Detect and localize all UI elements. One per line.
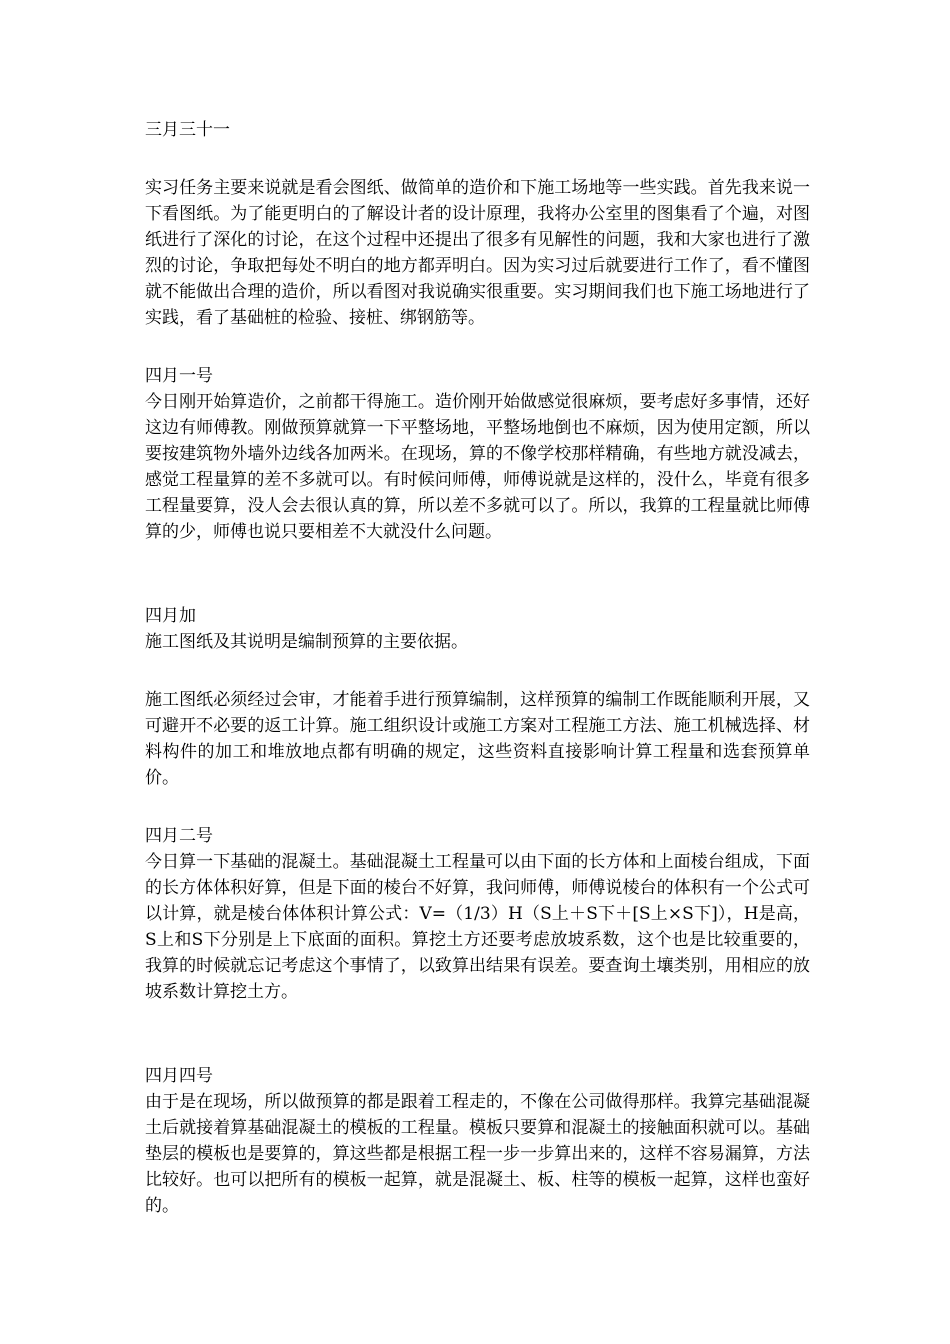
entry-paragraph-apr1: 今日刚开始算造价，之前都干得施工。造价刚开始做感觉很麻烦，要考虑好多事情，还好这边有师傅教。刚做预算就算一下平整场地，平整场地倒也不麻烦，因为使用定额，所以要按建筑物外墙外边线各加两米。在现场，算的不像学校那样精确，有些地方就没减去，感觉工程量算的差不多就可以。有时候问师傅，师傅说就是这样的，没什么，毕竟有很多工程量要算，没人会去很认真的算，所以差不多就可以了。所以，我算的工程量就比师傅算的少，师傅也说只要相差不大就没什么问题。 xyxy=(145,392,810,542)
entry-paragraph-apr-add-1: 施工图纸及其说明是编制预算的主要依据。 xyxy=(145,632,468,652)
entry-heading-apr-add: 四月加 xyxy=(145,606,196,626)
entry-heading-apr2: 四月二号 xyxy=(145,826,213,846)
entry-heading-mar31: 三月三十一 xyxy=(145,120,230,140)
entry-paragraph-apr2: 今日算一下基础的混凝土。基础混凝土工程量可以由下面的长方体和上面棱台组成，下面的长方体体积好算，但是下面的棱台不好算，我问师傅，师傅说棱台的体积有一个公式可以计算，就是棱台体体积计算公式：V=（1/3）H（S上＋S下＋[S上×S下]），H是高，S上和S下分别是上下底面的面积。算挖土方还要考虑放坡系数，这个也是比较重要的，我算的时候就忘记考虑这个事情了，以致算出结果有误差。要查询土壤类别，用相应的放坡系数计算挖土方。 xyxy=(145,852,810,1002)
document-page xyxy=(145,117,810,1219)
entry-heading-apr1: 四月一号 xyxy=(145,366,213,386)
entry-heading-apr4: 四月四号 xyxy=(145,1066,213,1086)
entry-paragraph-apr4: 由于是在现场，所以做预算的都是跟着工程走的，不像在公司做得那样。我算完基础混凝土后就接着算基础混凝土的模板的工程量。模板只要算和混凝土的接触面积就可以。基础垫层的模板也是要算的，算这些都是根据工程一步一步算出来的，这样不容易漏算，方法比较好。也可以把所有的模板一起算，就是混凝土、板、柱等的模板一起算，这样也蛮好的。 xyxy=(145,1092,810,1216)
entry-paragraph-apr-add-2: 施工图纸必须经过会审，才能着手进行预算编制，这样预算的编制工作既能顺利开展，又可避开不必要的返工计算。施工组织设计或施工方案对工程施工方法、施工机械选择、材料构件的加工和堆放地点都有明确的规定，这些资料直接影响计算工程量和选套预算单价。 xyxy=(145,690,810,788)
entry-paragraph-mar31: 实习任务主要来说就是看会图纸、做简单的造价和下施工场地等一些实践。首先我来说一下看图纸。为了能更明白的了解设计者的设计原理，我将办公室里的图集看了个遍，对图纸进行了深化的讨论，在这个过程中还提出了很多有见解性的问题，我和大家也进行了激烈的讨论，争取把每处不明白的地方都弄明白。因为实习过后就要进行工作了，看不懂图就不能做出合理的造价，所以看图对我说确实很重要。实习期间我们也下施工场地进行了实践，看了基础桩的检验、接桩、绑钢筋等。 xyxy=(145,178,810,328)
